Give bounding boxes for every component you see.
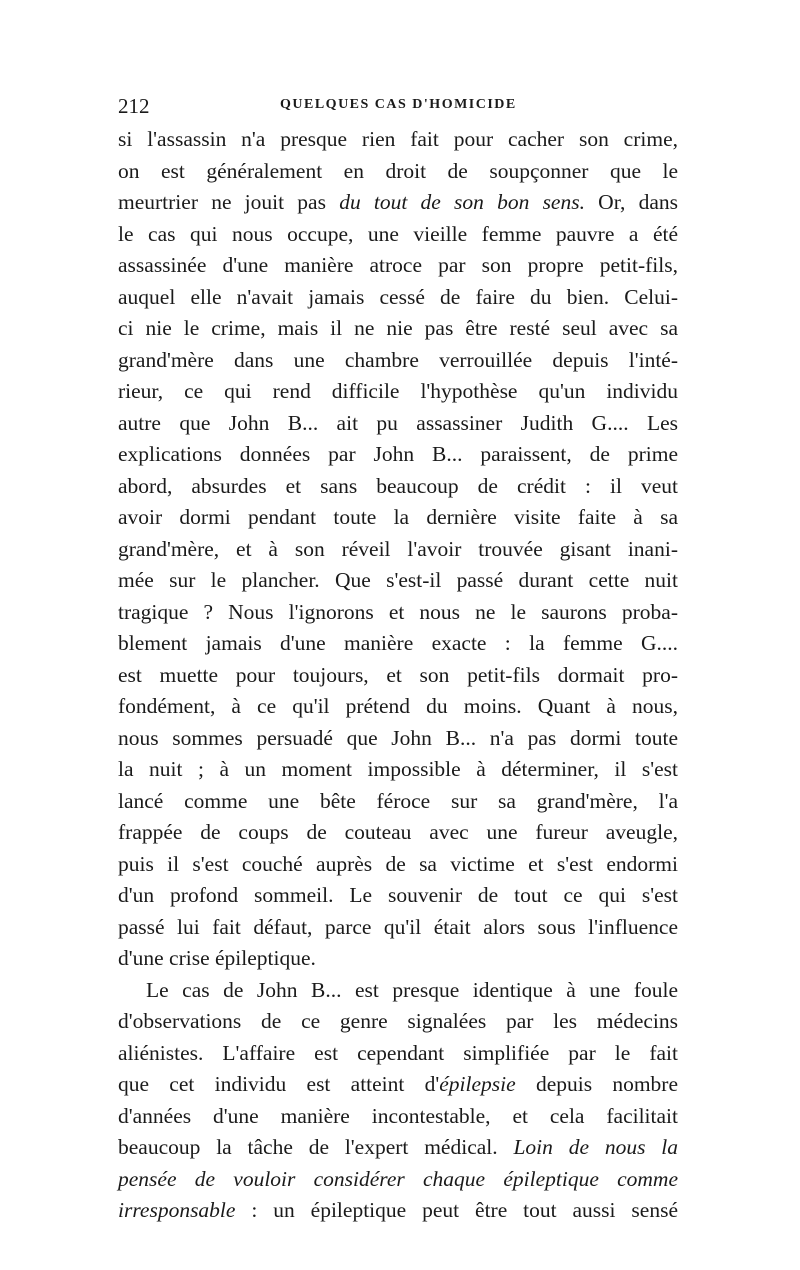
text-segment: est muette pour toujours, et son petit-fils dormait pro- bbox=[118, 662, 678, 687]
text-segment: d'un profond sommeil. Le souvenir de tout ce qui s'est bbox=[118, 883, 678, 907]
body-text bbox=[118, 124, 678, 1227]
running-title: QUELQUES CAS D'HOMICIDE bbox=[280, 97, 517, 112]
text-line bbox=[118, 1195, 678, 1227]
text-line bbox=[118, 1101, 678, 1133]
text-segment: blement jamais d'une manière exacte : la femme G.... bbox=[118, 631, 678, 655]
text-line bbox=[118, 124, 678, 156]
text-segment: Le cas de John B... est presque identique à une foule bbox=[146, 977, 678, 1002]
text-line bbox=[118, 817, 678, 849]
text-segment: fondément, à ce qu'il prétend du moins. Quant à nous, bbox=[118, 694, 678, 718]
text-segment: autre que John B... ait pu assassiner Judith G.... Les bbox=[118, 410, 678, 435]
text-line bbox=[118, 187, 678, 219]
text-line bbox=[118, 345, 678, 377]
text-line bbox=[118, 597, 678, 629]
text-segment: grand'mère, et à son réveil l'avoir trouvée gisant inani- bbox=[118, 536, 678, 561]
text-segment: lancé comme une bête féroce sur sa grand'mère, l'a bbox=[118, 788, 678, 813]
text-line bbox=[118, 628, 678, 660]
text-line bbox=[118, 943, 678, 975]
text-line bbox=[118, 250, 678, 282]
text-line bbox=[118, 723, 678, 755]
text-segment: la nuit ; à un moment impossible à déterminer, il s'est bbox=[118, 757, 678, 781]
text-line bbox=[118, 754, 678, 786]
italic-text: Loin de nous la bbox=[513, 1135, 678, 1159]
text-segment: frappée de coups de couteau avec une fureur aveugle, bbox=[118, 820, 678, 844]
text-segment: aliénistes. L'affaire est cependant simplifiée par le fait bbox=[118, 1040, 678, 1065]
text-line bbox=[118, 1132, 678, 1164]
text-line bbox=[118, 691, 678, 723]
italic-text: irresponsable bbox=[118, 1198, 236, 1222]
text-line bbox=[118, 313, 678, 345]
text-line bbox=[118, 880, 678, 912]
text-segment: rieur, ce qui rend difficile l'hypothèse qu'un individu bbox=[118, 379, 678, 403]
text-segment: si l'assassin n'a presque rien fait pour cacher son crime, bbox=[118, 127, 678, 151]
text-line bbox=[118, 912, 678, 944]
text-line bbox=[118, 1164, 678, 1196]
text-line bbox=[118, 471, 678, 503]
text-line bbox=[118, 282, 678, 314]
text-segment: depuis nombre bbox=[515, 1072, 678, 1096]
text-line bbox=[118, 565, 678, 597]
text-segment: tragique ? Nous l'ignorons et nous ne le saurons proba- bbox=[118, 599, 678, 624]
text-segment: explications données par John B... paraissent, de prime bbox=[118, 442, 678, 466]
text-line bbox=[118, 156, 678, 188]
text-segment: le cas qui nous occupe, une vieille femme pauvre a été bbox=[118, 221, 678, 246]
text-line bbox=[118, 849, 678, 881]
text-line bbox=[118, 660, 678, 692]
text-segment: : un épileptique peut être tout aussi sensé bbox=[235, 1198, 678, 1222]
text-segment: grand'mère dans une chambre verrouillée depuis l'inté- bbox=[118, 347, 678, 372]
text-line bbox=[118, 408, 678, 440]
text-segment: que cet individu est atteint d' bbox=[118, 1072, 440, 1096]
text-segment: ci nie le crime, mais il ne nie pas être resté seul avec sa bbox=[118, 316, 678, 340]
text-line bbox=[118, 376, 678, 408]
text-segment: beaucoup la tâche de l'expert médical. bbox=[118, 1135, 514, 1159]
text-segment: passé lui fait défaut, parce qu'il était alors sous l'influence bbox=[118, 914, 678, 939]
text-line bbox=[118, 1069, 678, 1101]
text-segment: meurtrier ne jouit pas bbox=[118, 190, 340, 214]
text-segment: Or, dans bbox=[584, 190, 678, 214]
text-line bbox=[118, 1006, 678, 1038]
text-segment: on est généralement en droit de soupçonner que le bbox=[118, 158, 678, 183]
text-segment: d'années d'une manière incontestable, et cela facilitait bbox=[118, 1103, 678, 1128]
text-segment: auquel elle n'avait jamais cessé de faire du bien. Celui- bbox=[118, 284, 678, 309]
text-line bbox=[118, 219, 678, 251]
text-segment: avoir dormi pendant toute la dernière visite faite à sa bbox=[118, 505, 678, 529]
text-segment: abord, absurdes et sans beaucoup de crédit : il veut bbox=[118, 473, 678, 498]
running-head bbox=[118, 94, 678, 118]
text-line bbox=[118, 502, 678, 534]
text-line bbox=[118, 786, 678, 818]
text-segment: assassinée d'une manière atroce par son propre petit-fils, bbox=[118, 253, 678, 277]
text-line bbox=[118, 534, 678, 566]
page-number: 212 bbox=[118, 94, 150, 118]
text-line bbox=[118, 439, 678, 471]
text-segment: d'observations de ce genre signalées par les médecins bbox=[118, 1009, 678, 1033]
italic-text: du tout de son bon sens. bbox=[339, 190, 585, 214]
text-segment: d'une crise épileptique. bbox=[118, 946, 316, 970]
text-segment: mée sur le plancher. Que s'est-il passé durant cette nuit bbox=[118, 568, 678, 592]
text-segment: puis il s'est couché auprès de sa victime et s'est endormi bbox=[118, 851, 678, 876]
text-line bbox=[118, 1038, 678, 1070]
text-line bbox=[118, 975, 678, 1007]
italic-text: pensée de vouloir considérer chaque épileptique comme bbox=[118, 1166, 678, 1191]
italic-text: épilepsie bbox=[439, 1072, 516, 1096]
text-segment: nous sommes persuadé que John B... n'a pas dormi toute bbox=[118, 725, 678, 750]
